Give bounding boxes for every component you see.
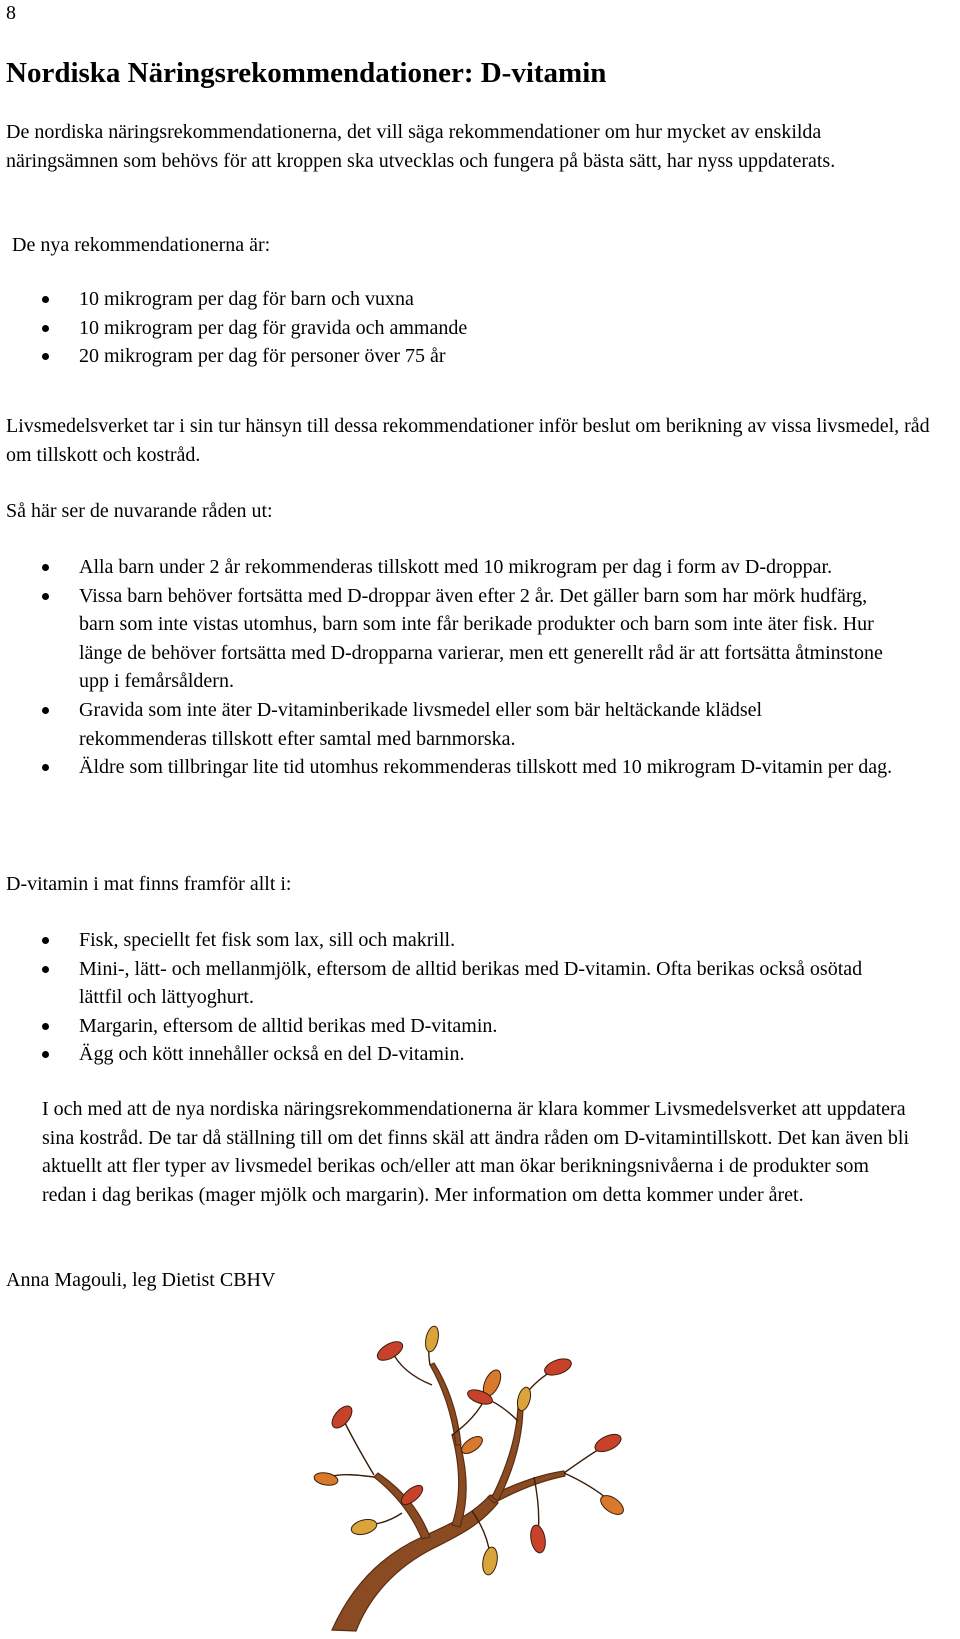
leaf-icon bbox=[481, 1546, 500, 1576]
leaf-icon bbox=[328, 1403, 355, 1432]
list-item: Ägg och kött innehåller också en del D-vitamin. bbox=[6, 1040, 893, 1069]
leaf-icon bbox=[350, 1517, 379, 1537]
list-item: 20 mikrogram per dag för personer över 75 år bbox=[6, 342, 926, 371]
bullet-icon bbox=[42, 764, 49, 771]
leaf-icon bbox=[374, 1338, 405, 1364]
list-item: Mini-, lätt- och mellanmjölk, eftersom de alltid berikas med D-vitamin. Ofta berikas också osötad lättfil och lättyoghurt. bbox=[6, 955, 893, 1012]
list-item: Gravida som inte äter D-vitaminberikade livsmedel eller som bär heltäckande klädsel rekommenderas tillskott efter samtal med barnmorska. bbox=[6, 696, 893, 753]
new-recommendations-heading: De nya rekommendationerna är: bbox=[12, 234, 271, 256]
leaf-icon bbox=[592, 1431, 623, 1456]
bullet-icon bbox=[42, 564, 49, 571]
list-item: Vissa barn behöver fortsätta med D-droppar även efter 2 år. Det gäller barn som har mörk hudfärg, barn som inte vistas utomhus, barn som inte får berikade produkter och barn som inte äter fisk. Hur länge de behöver fortsätta med D-dropparna varierar, men ett generellt råd är att fortsätta åtminstone upp i femårsåldern. bbox=[6, 582, 893, 696]
food-sources-list bbox=[6, 926, 893, 1069]
list-item: 10 mikrogram per dag för gravida och ammande bbox=[6, 314, 926, 343]
leaf-icon bbox=[313, 1471, 339, 1487]
bullet-icon bbox=[42, 1023, 49, 1030]
livsmedelsverket-paragraph: Livsmedelsverket tar i sin tur hänsyn till dessa rekommendationer inför beslut om berikning av vissa livsmedel, råd om tillskott och kostråd. bbox=[6, 415, 930, 466]
bullet-icon bbox=[42, 1051, 49, 1058]
current-advice-heading: Så här ser de nuvarande råden ut: bbox=[6, 500, 273, 522]
bullet-icon bbox=[42, 325, 49, 332]
page-title: Nordiska Näringsrekommendationer: D-vitamin bbox=[6, 57, 607, 89]
current-advice-list bbox=[6, 553, 893, 782]
page-number: 8 bbox=[6, 2, 16, 24]
food-heading: D-vitamin i mat finns framför allt i: bbox=[6, 873, 292, 895]
bullet-icon bbox=[42, 937, 49, 944]
list-item: Margarin, eftersom de alltid berikas med D-vitamin. bbox=[6, 1012, 893, 1041]
leaf-icon bbox=[423, 1325, 440, 1353]
list-item: Äldre som tillbringar lite tid utomhus rekommenderas tillskott med 10 mikrogram D-vitamin per dag. bbox=[6, 753, 893, 782]
bullet-icon bbox=[42, 707, 49, 714]
closing-paragraph: I och med att de nya nordiska näringsrekommendationerna är klara kommer Livsmedelsverket att uppdatera sina kostråd. De tar då ställning till om det finns skäl att ändra råden om D-vitamintillskott. Det kan även bli aktuellt att fler typer av livsmedel berikas och/eller att man ökar berikningsnivåerna i de produkter som redan i dag berikas (mager mjölk och margarin). Mer information om detta kommer under året. bbox=[42, 1098, 910, 1206]
signature: Anna Magouli, leg Dietist CBHV bbox=[6, 1269, 276, 1291]
list-item: Fisk, speciellt fet fisk som lax, sill och makrill. bbox=[6, 926, 893, 955]
bullet-icon bbox=[42, 593, 49, 600]
bullet-icon bbox=[42, 353, 49, 360]
leaf-icon bbox=[597, 1492, 626, 1518]
branch-icon bbox=[332, 1363, 565, 1631]
new-recommendations-list bbox=[6, 285, 926, 371]
leaf-icon bbox=[529, 1524, 548, 1554]
bullet-icon bbox=[42, 966, 49, 973]
bullet-icon bbox=[42, 296, 49, 303]
list-item: 10 mikrogram per dag för barn och vuxna bbox=[6, 285, 926, 314]
intro-paragraph: De nordiska näringsrekommendationerna, det vill säga rekommendationer om hur mycket av enskilda näringsämnen som behövs för att kroppen ska utvecklas och fungera på bästa sätt, har nyss uppdaterats. bbox=[6, 121, 836, 172]
autumn-branch-illustration bbox=[312, 1325, 632, 1635]
list-item: Alla barn under 2 år rekommenderas tillskott med 10 mikrogram per dag i form av D-droppar. bbox=[6, 553, 893, 582]
